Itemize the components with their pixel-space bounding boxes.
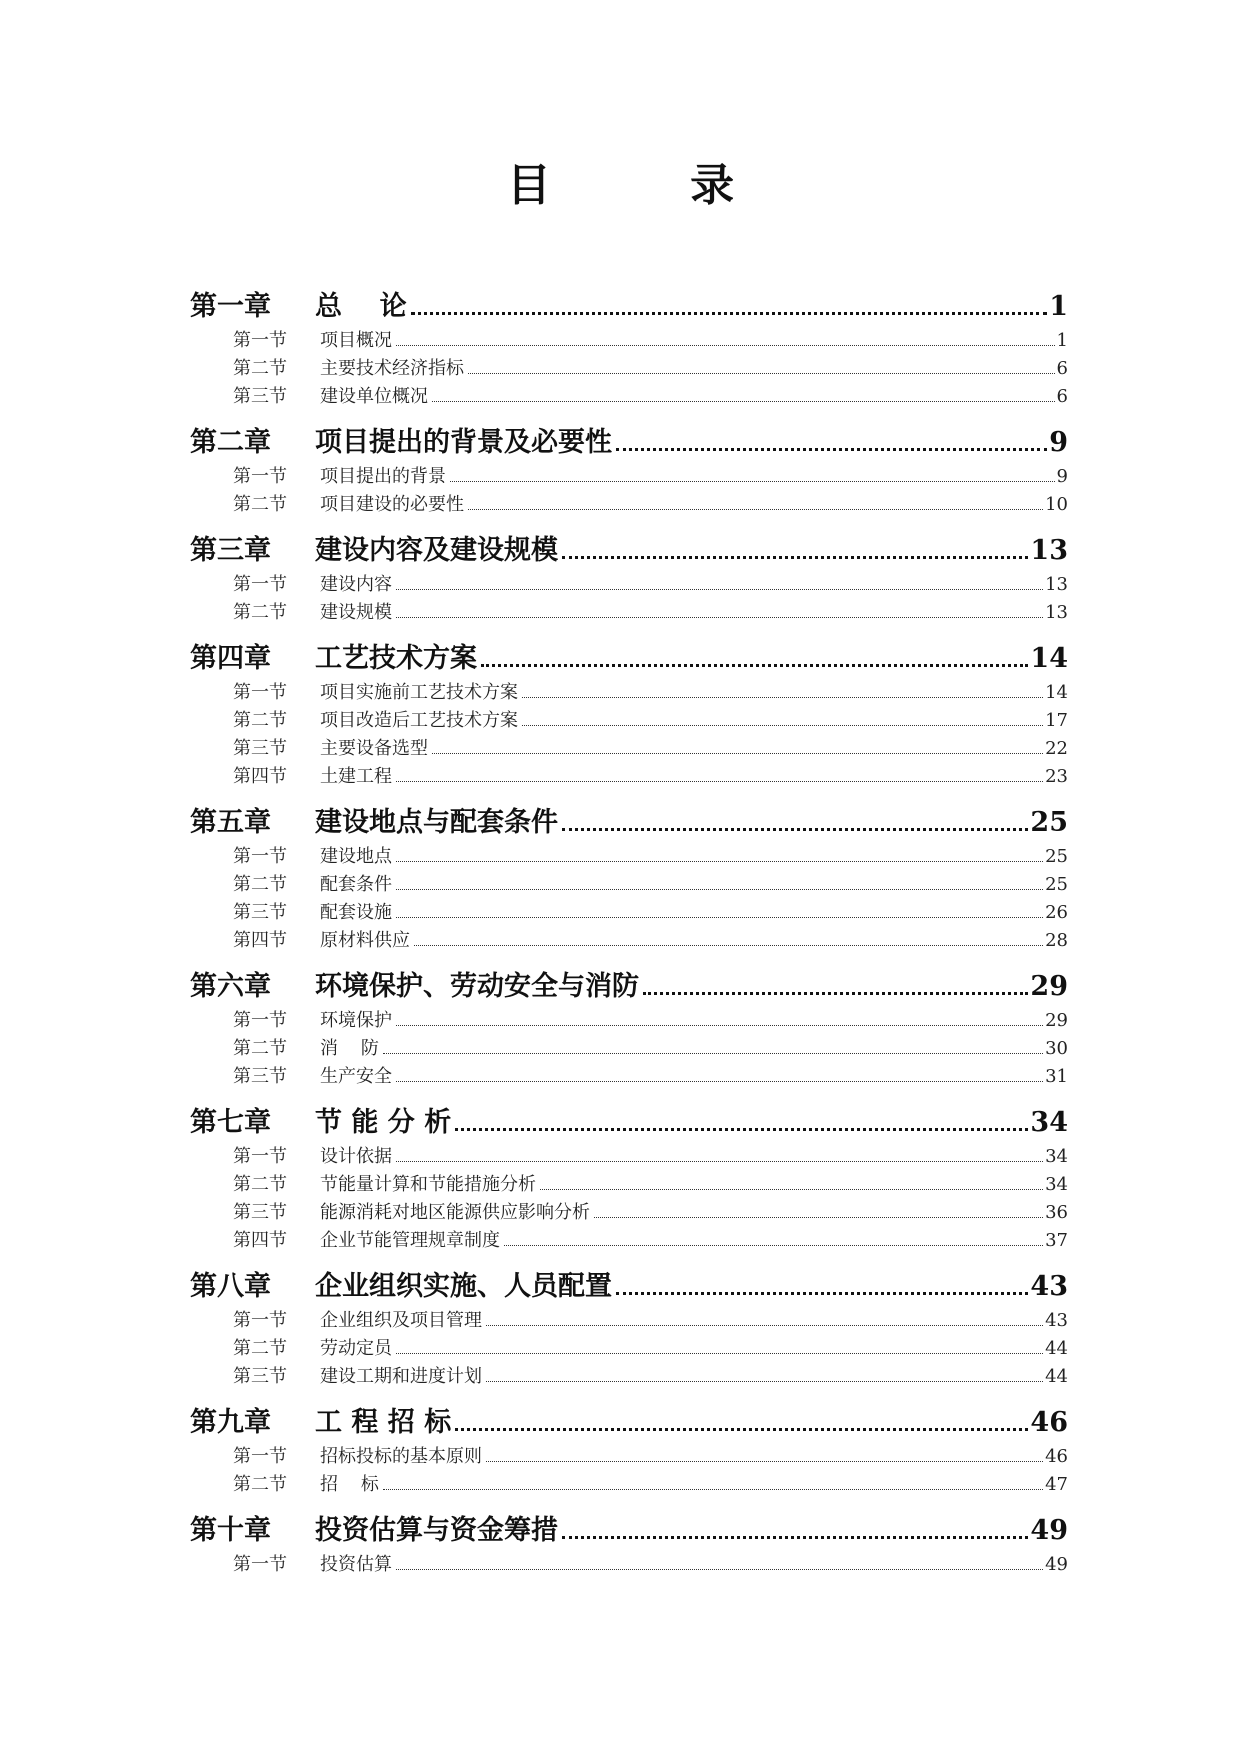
section-title: 项目改造后工艺技术方案 (320, 710, 518, 731)
dot-leader (455, 1428, 1028, 1431)
dot-leader (522, 697, 1043, 698)
toc-chapter-group (190, 522, 1068, 626)
section-title: 项目建设的必要性 (320, 494, 464, 515)
toc-section-entry[interactable] (190, 870, 1068, 898)
toc-chapter-group (190, 1502, 1068, 1578)
section-page-number: 6 (1056, 386, 1068, 407)
section-title: 项目提出的背景 (320, 466, 446, 487)
dot-leader (396, 1081, 1043, 1082)
section-title: 劳动定员 (320, 1338, 392, 1359)
toc-section-entry[interactable] (190, 354, 1068, 382)
toc-section-entry[interactable] (190, 1550, 1068, 1578)
section-number: 第三节 (233, 1366, 287, 1387)
section-number: 第一节 (233, 330, 287, 351)
section-number: 第二节 (233, 494, 287, 515)
dot-leader (396, 1353, 1043, 1354)
section-title: 招 标 (320, 1474, 379, 1495)
toc-chapter-entry[interactable] (190, 1502, 1068, 1550)
section-title: 项目概况 (320, 330, 392, 351)
toc-chapter-entry[interactable] (190, 1258, 1068, 1306)
dot-leader (432, 401, 1055, 402)
section-title: 主要设备选型 (320, 738, 428, 759)
section-title: 能源消耗对地区能源供应影响分析 (320, 1202, 590, 1223)
section-number: 第三节 (233, 1066, 287, 1087)
chapter-title: 环境保护、劳动安全与消防 (315, 971, 639, 1002)
toc-section-entry[interactable] (190, 1006, 1068, 1034)
dot-leader (396, 889, 1043, 890)
toc-section-entry[interactable] (190, 490, 1068, 518)
section-page-number: 13 (1045, 602, 1068, 623)
chapter-number: 第十章 (190, 1515, 271, 1546)
dot-leader (616, 1292, 1028, 1295)
dot-leader (486, 1461, 1043, 1462)
section-title: 企业节能管理规章制度 (320, 1230, 500, 1251)
section-title: 主要技术经济指标 (320, 358, 464, 379)
chapter-page-number: 43 (1030, 1271, 1068, 1302)
dot-leader (396, 1161, 1043, 1162)
toc-chapter-group (190, 414, 1068, 518)
toc-section-entry[interactable] (190, 706, 1068, 734)
toc-chapter-entry[interactable] (190, 278, 1068, 326)
dot-leader (414, 945, 1043, 946)
section-page-number: 37 (1045, 1230, 1068, 1251)
toc-section-entry[interactable] (190, 1306, 1068, 1334)
section-title: 设计依据 (320, 1146, 392, 1167)
dot-leader (486, 1381, 1043, 1382)
dot-leader (562, 556, 1028, 559)
section-number: 第一节 (233, 1010, 287, 1031)
chapter-page-number: 46 (1030, 1407, 1068, 1438)
toc-chapter-entry[interactable] (190, 1094, 1068, 1142)
toc-chapter-group (190, 1394, 1068, 1498)
dot-leader (468, 509, 1043, 510)
section-page-number: 43 (1045, 1310, 1068, 1331)
section-number: 第三节 (233, 738, 287, 759)
toc-section-entry[interactable] (190, 1170, 1068, 1198)
section-page-number: 1 (1056, 330, 1068, 351)
section-title: 建设地点 (320, 846, 392, 867)
toc-section-entry[interactable] (190, 926, 1068, 954)
dot-leader (562, 828, 1028, 831)
toc-chapter-entry[interactable] (190, 522, 1068, 570)
section-title: 建设单位概况 (320, 386, 428, 407)
section-number: 第二节 (233, 710, 287, 731)
chapter-title: 投资估算与资金筹措 (315, 1515, 558, 1546)
section-title: 消 防 (320, 1038, 379, 1059)
section-number: 第二节 (233, 1338, 287, 1359)
section-page-number: 10 (1045, 494, 1068, 515)
section-title: 配套设施 (320, 902, 392, 923)
chapter-title: 工 程 招 标 (315, 1407, 452, 1438)
dot-leader (594, 1217, 1043, 1218)
section-number: 第一节 (233, 1554, 287, 1575)
section-number: 第二节 (233, 874, 287, 895)
chapter-number: 第一章 (190, 291, 271, 322)
toc-section-entry[interactable] (190, 1334, 1068, 1362)
section-number: 第一节 (233, 1310, 287, 1331)
dot-leader (455, 1128, 1028, 1131)
chapter-title: 企业组织实施、人员配置 (315, 1271, 612, 1302)
toc-section-entry[interactable] (190, 762, 1068, 790)
chapter-page-number: 13 (1030, 535, 1068, 566)
chapter-title: 建设地点与配套条件 (315, 807, 558, 838)
chapter-number: 第三章 (190, 535, 271, 566)
section-page-number: 34 (1045, 1174, 1068, 1195)
section-page-number: 44 (1045, 1366, 1068, 1387)
chapter-title: 建设内容及建设规模 (315, 535, 558, 566)
section-number: 第一节 (233, 1146, 287, 1167)
chapter-page-number: 1 (1049, 291, 1068, 322)
section-number: 第二节 (233, 602, 287, 623)
section-page-number: 36 (1045, 1202, 1068, 1223)
section-page-number: 29 (1045, 1010, 1068, 1031)
toc-section-entry[interactable] (190, 734, 1068, 762)
dot-leader (396, 345, 1055, 346)
section-number: 第三节 (233, 386, 287, 407)
toc-section-entry[interactable] (190, 1442, 1068, 1470)
toc-chapter-entry[interactable] (190, 414, 1068, 462)
dot-leader (486, 1325, 1043, 1326)
dot-leader (562, 1536, 1028, 1539)
section-page-number: 26 (1045, 902, 1068, 923)
section-page-number: 13 (1045, 574, 1068, 595)
dot-leader (481, 664, 1028, 667)
chapter-number: 第六章 (190, 971, 271, 1002)
section-page-number: 44 (1045, 1338, 1068, 1359)
section-number: 第二节 (233, 358, 287, 379)
chapter-page-number: 9 (1049, 427, 1068, 458)
section-page-number: 30 (1045, 1038, 1068, 1059)
chapter-page-number: 49 (1030, 1515, 1068, 1546)
toc-section-entry[interactable] (190, 1226, 1068, 1254)
dot-leader (396, 781, 1043, 782)
section-page-number: 6 (1056, 358, 1068, 379)
chapter-title: 项目提出的背景及必要性 (315, 427, 612, 458)
dot-leader (504, 1245, 1043, 1246)
section-page-number: 23 (1045, 766, 1068, 787)
section-number: 第一节 (233, 466, 287, 487)
section-title: 建设规模 (320, 602, 392, 623)
section-number: 第四节 (233, 930, 287, 951)
section-title: 节能量计算和节能措施分析 (320, 1174, 536, 1195)
toc-section-entry[interactable] (190, 1198, 1068, 1226)
section-page-number: 25 (1045, 874, 1068, 895)
section-number: 第四节 (233, 1230, 287, 1251)
toc-section-entry[interactable] (190, 1034, 1068, 1062)
dot-leader (468, 373, 1055, 374)
toc-section-entry[interactable] (190, 678, 1068, 706)
section-number: 第一节 (233, 682, 287, 703)
toc-chapter-entry[interactable] (190, 794, 1068, 842)
dot-leader (450, 481, 1055, 482)
toc-section-entry[interactable] (190, 326, 1068, 354)
dot-leader (383, 1489, 1043, 1490)
section-number: 第四节 (233, 766, 287, 787)
chapter-page-number: 25 (1030, 807, 1068, 838)
section-page-number: 46 (1045, 1446, 1068, 1467)
page-title: 目 录 (506, 160, 797, 211)
section-page-number: 22 (1045, 738, 1068, 759)
section-title: 土建工程 (320, 766, 392, 787)
section-page-number: 31 (1045, 1066, 1068, 1087)
dot-leader (411, 312, 1048, 315)
section-title: 环境保护 (320, 1010, 392, 1031)
toc-section-entry[interactable] (190, 598, 1068, 626)
chapter-page-number: 34 (1030, 1107, 1068, 1138)
chapter-number: 第五章 (190, 807, 271, 838)
toc-section-entry[interactable] (190, 1142, 1068, 1170)
chapter-title: 总 论 (315, 291, 407, 322)
toc-section-entry[interactable] (190, 1362, 1068, 1390)
section-title: 企业组织及项目管理 (320, 1310, 482, 1331)
section-title: 建设工期和进度计划 (320, 1366, 482, 1387)
section-number: 第三节 (233, 902, 287, 923)
toc-chapter-group (190, 958, 1068, 1090)
section-title: 投资估算 (320, 1554, 392, 1575)
toc-section-entry[interactable] (190, 462, 1068, 490)
chapter-number: 第七章 (190, 1107, 271, 1138)
dot-leader (383, 1053, 1043, 1054)
section-number: 第一节 (233, 846, 287, 867)
chapter-number: 第二章 (190, 427, 271, 458)
section-page-number: 49 (1045, 1554, 1068, 1575)
section-title: 招标投标的基本原则 (320, 1446, 482, 1467)
section-title: 生产安全 (320, 1066, 392, 1087)
toc-chapter-entry[interactable] (190, 1394, 1068, 1442)
dot-leader (396, 1025, 1043, 1026)
dot-leader (540, 1189, 1043, 1190)
chapter-page-number: 29 (1030, 971, 1068, 1002)
toc-chapter-group (190, 630, 1068, 790)
section-number: 第二节 (233, 1038, 287, 1059)
section-page-number: 25 (1045, 846, 1068, 867)
chapter-title: 节 能 分 析 (315, 1107, 452, 1138)
section-page-number: 34 (1045, 1146, 1068, 1167)
section-page-number: 9 (1056, 466, 1068, 487)
toc-chapter-group (190, 1094, 1068, 1254)
dot-leader (522, 725, 1043, 726)
section-title: 原材料供应 (320, 930, 410, 951)
dot-leader (432, 753, 1043, 754)
toc-chapter-group (190, 1258, 1068, 1390)
toc-section-entry[interactable] (190, 842, 1068, 870)
toc-section-entry[interactable] (190, 1470, 1068, 1498)
dot-leader (643, 992, 1028, 995)
dot-leader (396, 617, 1043, 618)
section-number: 第一节 (233, 1446, 287, 1467)
dot-leader (616, 448, 1047, 451)
toc-section-entry[interactable] (190, 1062, 1068, 1090)
chapter-page-number: 14 (1030, 643, 1068, 674)
section-page-number: 28 (1045, 930, 1068, 951)
chapter-number: 第九章 (190, 1407, 271, 1438)
section-title: 配套条件 (320, 874, 392, 895)
section-number: 第二节 (233, 1174, 287, 1195)
dot-leader (396, 917, 1043, 918)
toc-chapter-group (190, 278, 1068, 410)
chapter-number: 第八章 (190, 1271, 271, 1302)
chapter-title: 工艺技术方案 (315, 643, 477, 674)
section-number: 第三节 (233, 1202, 287, 1223)
toc-chapter-entry[interactable] (190, 958, 1068, 1006)
section-title: 项目实施前工艺技术方案 (320, 682, 518, 703)
section-page-number: 14 (1045, 682, 1068, 703)
toc-section-entry[interactable] (190, 570, 1068, 598)
section-page-number: 47 (1045, 1474, 1068, 1495)
dot-leader (396, 1569, 1043, 1570)
table-of-contents (190, 278, 1068, 1582)
dot-leader (396, 861, 1043, 862)
section-title: 建设内容 (320, 574, 392, 595)
toc-chapter-group (190, 794, 1068, 954)
dot-leader (396, 589, 1043, 590)
toc-chapter-entry[interactable] (190, 630, 1068, 678)
section-number: 第一节 (233, 574, 287, 595)
chapter-number: 第四章 (190, 643, 271, 674)
section-number: 第二节 (233, 1474, 287, 1495)
section-page-number: 17 (1045, 710, 1068, 731)
toc-section-entry[interactable] (190, 898, 1068, 926)
toc-section-entry[interactable] (190, 382, 1068, 410)
